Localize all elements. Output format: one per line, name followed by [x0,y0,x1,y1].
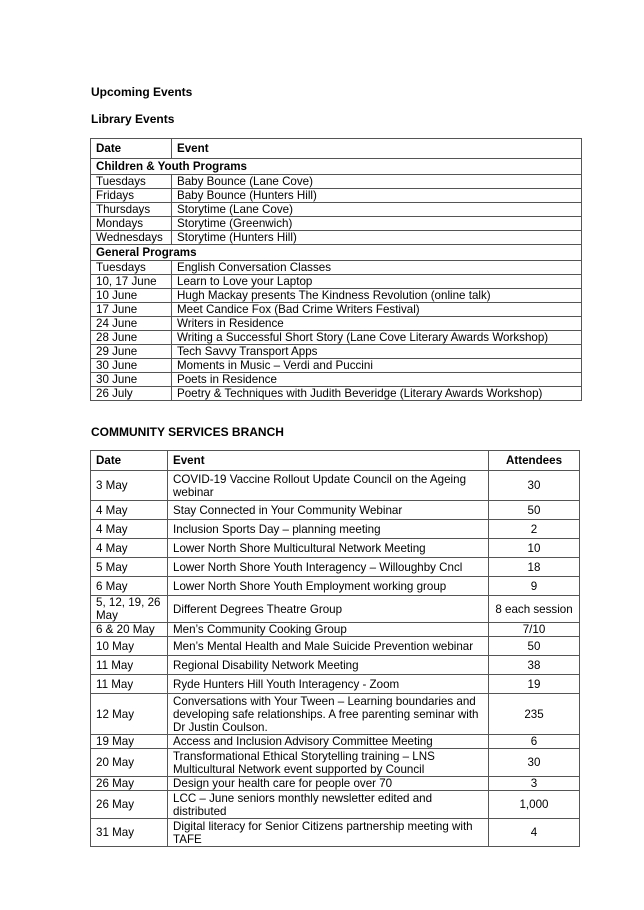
table-row [91,675,580,694]
table-row [91,520,580,539]
date-cell: 19 May [91,735,168,749]
table-row [91,217,582,231]
event-cell: Regional Disability Network Meeting [168,656,489,675]
date-cell: 20 May [91,749,168,777]
event-cell: Baby Bounce (Hunters Hill) [172,189,582,203]
event-cell: Men’s Community Cooking Group [168,623,489,637]
date-cell: 4 May [91,501,168,520]
date-cell: 31 May [91,819,168,847]
event-cell: Storytime (Lane Cove) [172,203,582,217]
event-cell: English Conversation Classes [172,261,582,275]
date-cell: 30 June [91,359,172,373]
date-cell: 6 & 20 May [91,623,168,637]
library-events-heading: Library Events [91,112,175,126]
date-cell: 3 May [91,471,168,501]
children-section-label: Children & Youth Programs [91,159,582,175]
table-row [91,791,580,819]
table-row [91,558,580,577]
event-header: Event [168,451,489,471]
date-cell: Mondays [91,217,172,231]
event-cell: COVID-19 Vaccine Rollout Update Council on the Ageing webinar [168,471,489,501]
date-cell: 10, 17 June [91,275,172,289]
section-row [91,245,582,261]
date-cell: 17 June [91,303,172,317]
event-cell: Men’s Mental Health and Male Suicide Prevention webinar [168,637,489,656]
attendees-cell: 50 [489,637,580,656]
event-cell: Tech Savvy Transport Apps [172,345,582,359]
table-row [91,261,582,275]
event-cell: Lower North Shore Multicultural Network Meeting [168,539,489,558]
table-row [91,596,580,623]
attendees-cell: 30 [489,471,580,501]
event-cell: Design your health care for people over 70 [168,777,489,791]
date-cell: 30 June [91,373,172,387]
attendees-cell: 38 [489,656,580,675]
date-cell: 10 May [91,637,168,656]
table-row [91,175,582,189]
attendees-cell: 50 [489,501,580,520]
table-row [91,623,580,637]
event-cell: Transformational Ethical Storytelling training – LNS Multicultural Network event supported by Council [168,749,489,777]
event-header: Event [172,139,582,159]
attendees-cell: 10 [489,539,580,558]
event-cell: Writers in Residence [172,317,582,331]
attendees-cell: 19 [489,675,580,694]
general-section-label: General Programs [91,245,582,261]
attendees-cell: 235 [489,694,580,735]
event-cell: Inclusion Sports Day – planning meeting [168,520,489,539]
date-cell: 4 May [91,520,168,539]
event-cell: Hugh Mackay presents The Kindness Revolution (online talk) [172,289,582,303]
table-row [91,735,580,749]
table-row [91,656,580,675]
event-cell: Storytime (Greenwich) [172,217,582,231]
date-cell: 5, 12, 19, 26 May [91,596,168,623]
date-cell: 26 May [91,791,168,819]
table-header-row [91,451,580,471]
attendees-cell: 7/10 [489,623,580,637]
table-row [91,777,580,791]
date-cell: 26 May [91,777,168,791]
section-row [91,159,582,175]
date-cell: 28 June [91,331,172,345]
event-cell: Different Degrees Theatre Group [168,596,489,623]
event-cell: Storytime (Hunters Hill) [172,231,582,245]
event-cell: LCC – June seniors monthly newsletter edited and distributed [168,791,489,819]
table-row [91,387,582,401]
table-row [91,373,582,387]
date-cell: Thursdays [91,203,172,217]
upcoming-events-heading: Upcoming Events [91,85,193,99]
table-header-row [91,139,582,159]
event-cell: Poetry & Techniques with Judith Beveridge (Literary Awards Workshop) [172,387,582,401]
table-row [91,694,580,735]
table-row [91,501,580,520]
table-row [91,331,582,345]
table-row [91,359,582,373]
event-cell: Baby Bounce (Lane Cove) [172,175,582,189]
table-row [91,231,582,245]
date-cell: 4 May [91,539,168,558]
table-row [91,539,580,558]
attendees-cell: 4 [489,819,580,847]
date-cell: 10 June [91,289,172,303]
table-row [91,637,580,656]
date-cell: 11 May [91,675,168,694]
event-cell: Lower North Shore Youth Employment working group [168,577,489,596]
event-cell: Stay Connected in Your Community Webinar [168,501,489,520]
date-cell: 12 May [91,694,168,735]
date-cell: Tuesdays [91,175,172,189]
table-row [91,317,582,331]
attendees-cell: 1,000 [489,791,580,819]
attendees-cell: 6 [489,735,580,749]
table-row [91,749,580,777]
table-row [91,275,582,289]
table-row [91,819,580,847]
date-cell: Wednesdays [91,231,172,245]
event-cell: Poets in Residence [172,373,582,387]
date-header: Date [91,139,172,159]
date-cell: 6 May [91,577,168,596]
table-row [91,577,580,596]
event-cell: Access and Inclusion Advisory Committee Meeting [168,735,489,749]
table-row [91,471,580,501]
date-cell: 26 July [91,387,172,401]
attendees-cell: 2 [489,520,580,539]
community-services-table [90,450,580,847]
library-events-table [90,138,582,401]
event-cell: Conversations with Your Tween – Learning boundaries and developing safe relationships. A free parenting seminar with Dr Justin Coulson. [168,694,489,735]
attendees-header: Attendees [489,451,580,471]
date-cell: 11 May [91,656,168,675]
date-cell: Fridays [91,189,172,203]
date-header: Date [91,451,168,471]
table-row [91,303,582,317]
date-cell: Tuesdays [91,261,172,275]
attendees-cell: 8 each session [489,596,580,623]
date-cell: 24 June [91,317,172,331]
event-cell: Meet Candice Fox (Bad Crime Writers Festival) [172,303,582,317]
table-row [91,189,582,203]
table-row [91,345,582,359]
attendees-cell: 3 [489,777,580,791]
date-cell: 29 June [91,345,172,359]
attendees-cell: 18 [489,558,580,577]
attendees-cell: 30 [489,749,580,777]
event-cell: Writing a Successful Short Story (Lane Cove Literary Awards Workshop) [172,331,582,345]
event-cell: Moments in Music – Verdi and Puccini [172,359,582,373]
community-services-heading: COMMUNITY SERVICES BRANCH [91,425,284,439]
date-cell: 5 May [91,558,168,577]
event-cell: Learn to Love your Laptop [172,275,582,289]
table-row [91,289,582,303]
table-row [91,203,582,217]
event-cell: Ryde Hunters Hill Youth Interagency - Zoom [168,675,489,694]
attendees-cell: 9 [489,577,580,596]
event-cell: Digital literacy for Senior Citizens partnership meeting with TAFE [168,819,489,847]
event-cell: Lower North Shore Youth Interagency – Willoughby Cncl [168,558,489,577]
